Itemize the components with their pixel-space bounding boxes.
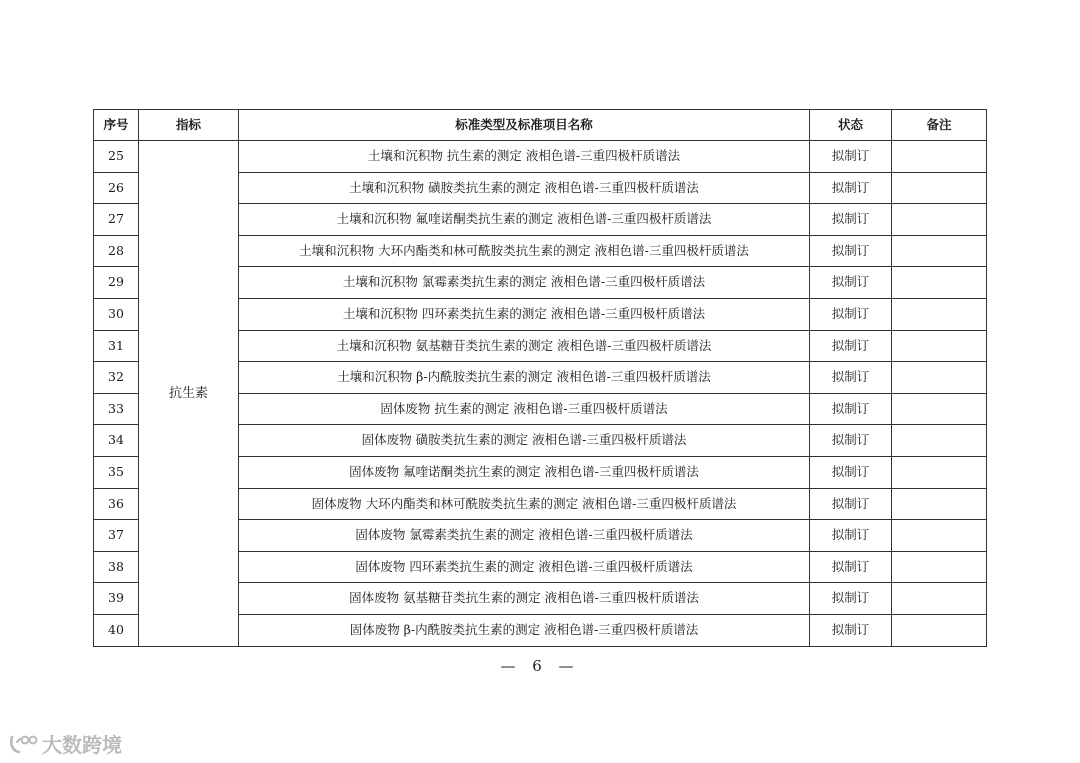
standards-table (93, 109, 987, 647)
cell-status: 拟制订 (810, 141, 892, 173)
table-row (94, 141, 987, 173)
cell-seq: 33 (94, 393, 139, 425)
cell-standard-name: 固体废物 氯霉素类抗生素的测定 液相色谱-三重四极杆质谱法 (239, 520, 810, 552)
cell-standard-name: 土壤和沉积物 大环内酯类和林可酰胺类抗生素的测定 液相色谱-三重四极杆质谱法 (239, 235, 810, 267)
cell-note (892, 362, 987, 394)
cell-status: 拟制订 (810, 551, 892, 583)
header-status: 状态 (810, 110, 892, 141)
cell-seq: 26 (94, 172, 139, 204)
cell-standard-name: 固体废物 β-内酰胺类抗生素的测定 液相色谱-三重四极杆质谱法 (239, 614, 810, 646)
cell-note (892, 520, 987, 552)
cell-standard-name: 固体废物 磺胺类抗生素的测定 液相色谱-三重四极杆质谱法 (239, 425, 810, 457)
watermark (8, 729, 122, 758)
cell-seq: 34 (94, 425, 139, 457)
cell-status: 拟制订 (810, 425, 892, 457)
cell-seq: 28 (94, 235, 139, 267)
cell-standard-name: 土壤和沉积物 氨基糖苷类抗生素的测定 液相色谱-三重四极杆质谱法 (239, 330, 810, 362)
cell-note (892, 488, 987, 520)
cell-status: 拟制订 (810, 298, 892, 330)
cell-status: 拟制订 (810, 393, 892, 425)
cell-seq: 25 (94, 141, 139, 173)
cell-indicator: 抗生素 (139, 141, 239, 647)
cell-standard-name: 土壤和沉积物 氯霉素类抗生素的测定 液相色谱-三重四极杆质谱法 (239, 267, 810, 299)
cell-status: 拟制订 (810, 488, 892, 520)
cell-standard-name: 固体废物 氨基糖苷类抗生素的测定 液相色谱-三重四极杆质谱法 (239, 583, 810, 615)
cell-note (892, 393, 987, 425)
cell-seq: 40 (94, 614, 139, 646)
cell-seq: 36 (94, 488, 139, 520)
brand-logo-icon (8, 733, 38, 755)
cell-status: 拟制订 (810, 235, 892, 267)
cell-seq: 27 (94, 204, 139, 236)
header-name: 标准类型及标准项目名称 (239, 110, 810, 141)
cell-status: 拟制订 (810, 520, 892, 552)
cell-seq: 37 (94, 520, 139, 552)
cell-note (892, 141, 987, 173)
cell-note (892, 172, 987, 204)
header-indicator: 指标 (139, 110, 239, 141)
cell-seq: 30 (94, 298, 139, 330)
cell-note (892, 298, 987, 330)
cell-status: 拟制订 (810, 330, 892, 362)
cell-note (892, 614, 987, 646)
cell-note (892, 425, 987, 457)
cell-status: 拟制订 (810, 456, 892, 488)
header-note: 备注 (892, 110, 987, 141)
table-body (94, 141, 987, 647)
cell-status: 拟制订 (810, 614, 892, 646)
cell-standard-name: 固体废物 大环内酯类和林可酰胺类抗生素的测定 液相色谱-三重四极杆质谱法 (239, 488, 810, 520)
cell-seq: 38 (94, 551, 139, 583)
watermark-text: 大数跨境 (42, 733, 122, 757)
header-seq: 序号 (94, 110, 139, 141)
cell-status: 拟制订 (810, 362, 892, 394)
cell-standard-name: 土壤和沉积物 氟喹诺酮类抗生素的测定 液相色谱-三重四极杆质谱法 (239, 204, 810, 236)
cell-standard-name: 固体废物 氟喹诺酮类抗生素的测定 液相色谱-三重四极杆质谱法 (239, 456, 810, 488)
cell-standard-name: 土壤和沉积物 磺胺类抗生素的测定 液相色谱-三重四极杆质谱法 (239, 172, 810, 204)
cell-note (892, 330, 987, 362)
cell-seq: 39 (94, 583, 139, 615)
cell-standard-name: 土壤和沉积物 四环素类抗生素的测定 液相色谱-三重四极杆质谱法 (239, 298, 810, 330)
cell-note (892, 583, 987, 615)
cell-note (892, 204, 987, 236)
cell-note (892, 267, 987, 299)
cell-status: 拟制订 (810, 204, 892, 236)
cell-note (892, 235, 987, 267)
cell-seq: 35 (94, 456, 139, 488)
cell-standard-name: 土壤和沉积物 β-内酰胺类抗生素的测定 液相色谱-三重四极杆质谱法 (239, 362, 810, 394)
cell-seq: 31 (94, 330, 139, 362)
cell-standard-name: 固体废物 抗生素的测定 液相色谱-三重四极杆质谱法 (239, 393, 810, 425)
cell-status: 拟制订 (810, 172, 892, 204)
cell-standard-name: 土壤和沉积物 抗生素的测定 液相色谱-三重四极杆质谱法 (239, 141, 810, 173)
cell-standard-name: 固体废物 四环素类抗生素的测定 液相色谱-三重四极杆质谱法 (239, 551, 810, 583)
cell-seq: 32 (94, 362, 139, 394)
table-header-row (94, 110, 987, 141)
cell-note (892, 551, 987, 583)
cell-status: 拟制订 (810, 583, 892, 615)
cell-status: 拟制订 (810, 267, 892, 299)
cell-seq: 29 (94, 267, 139, 299)
page-number: — 6 — (500, 657, 580, 675)
cell-note (892, 456, 987, 488)
